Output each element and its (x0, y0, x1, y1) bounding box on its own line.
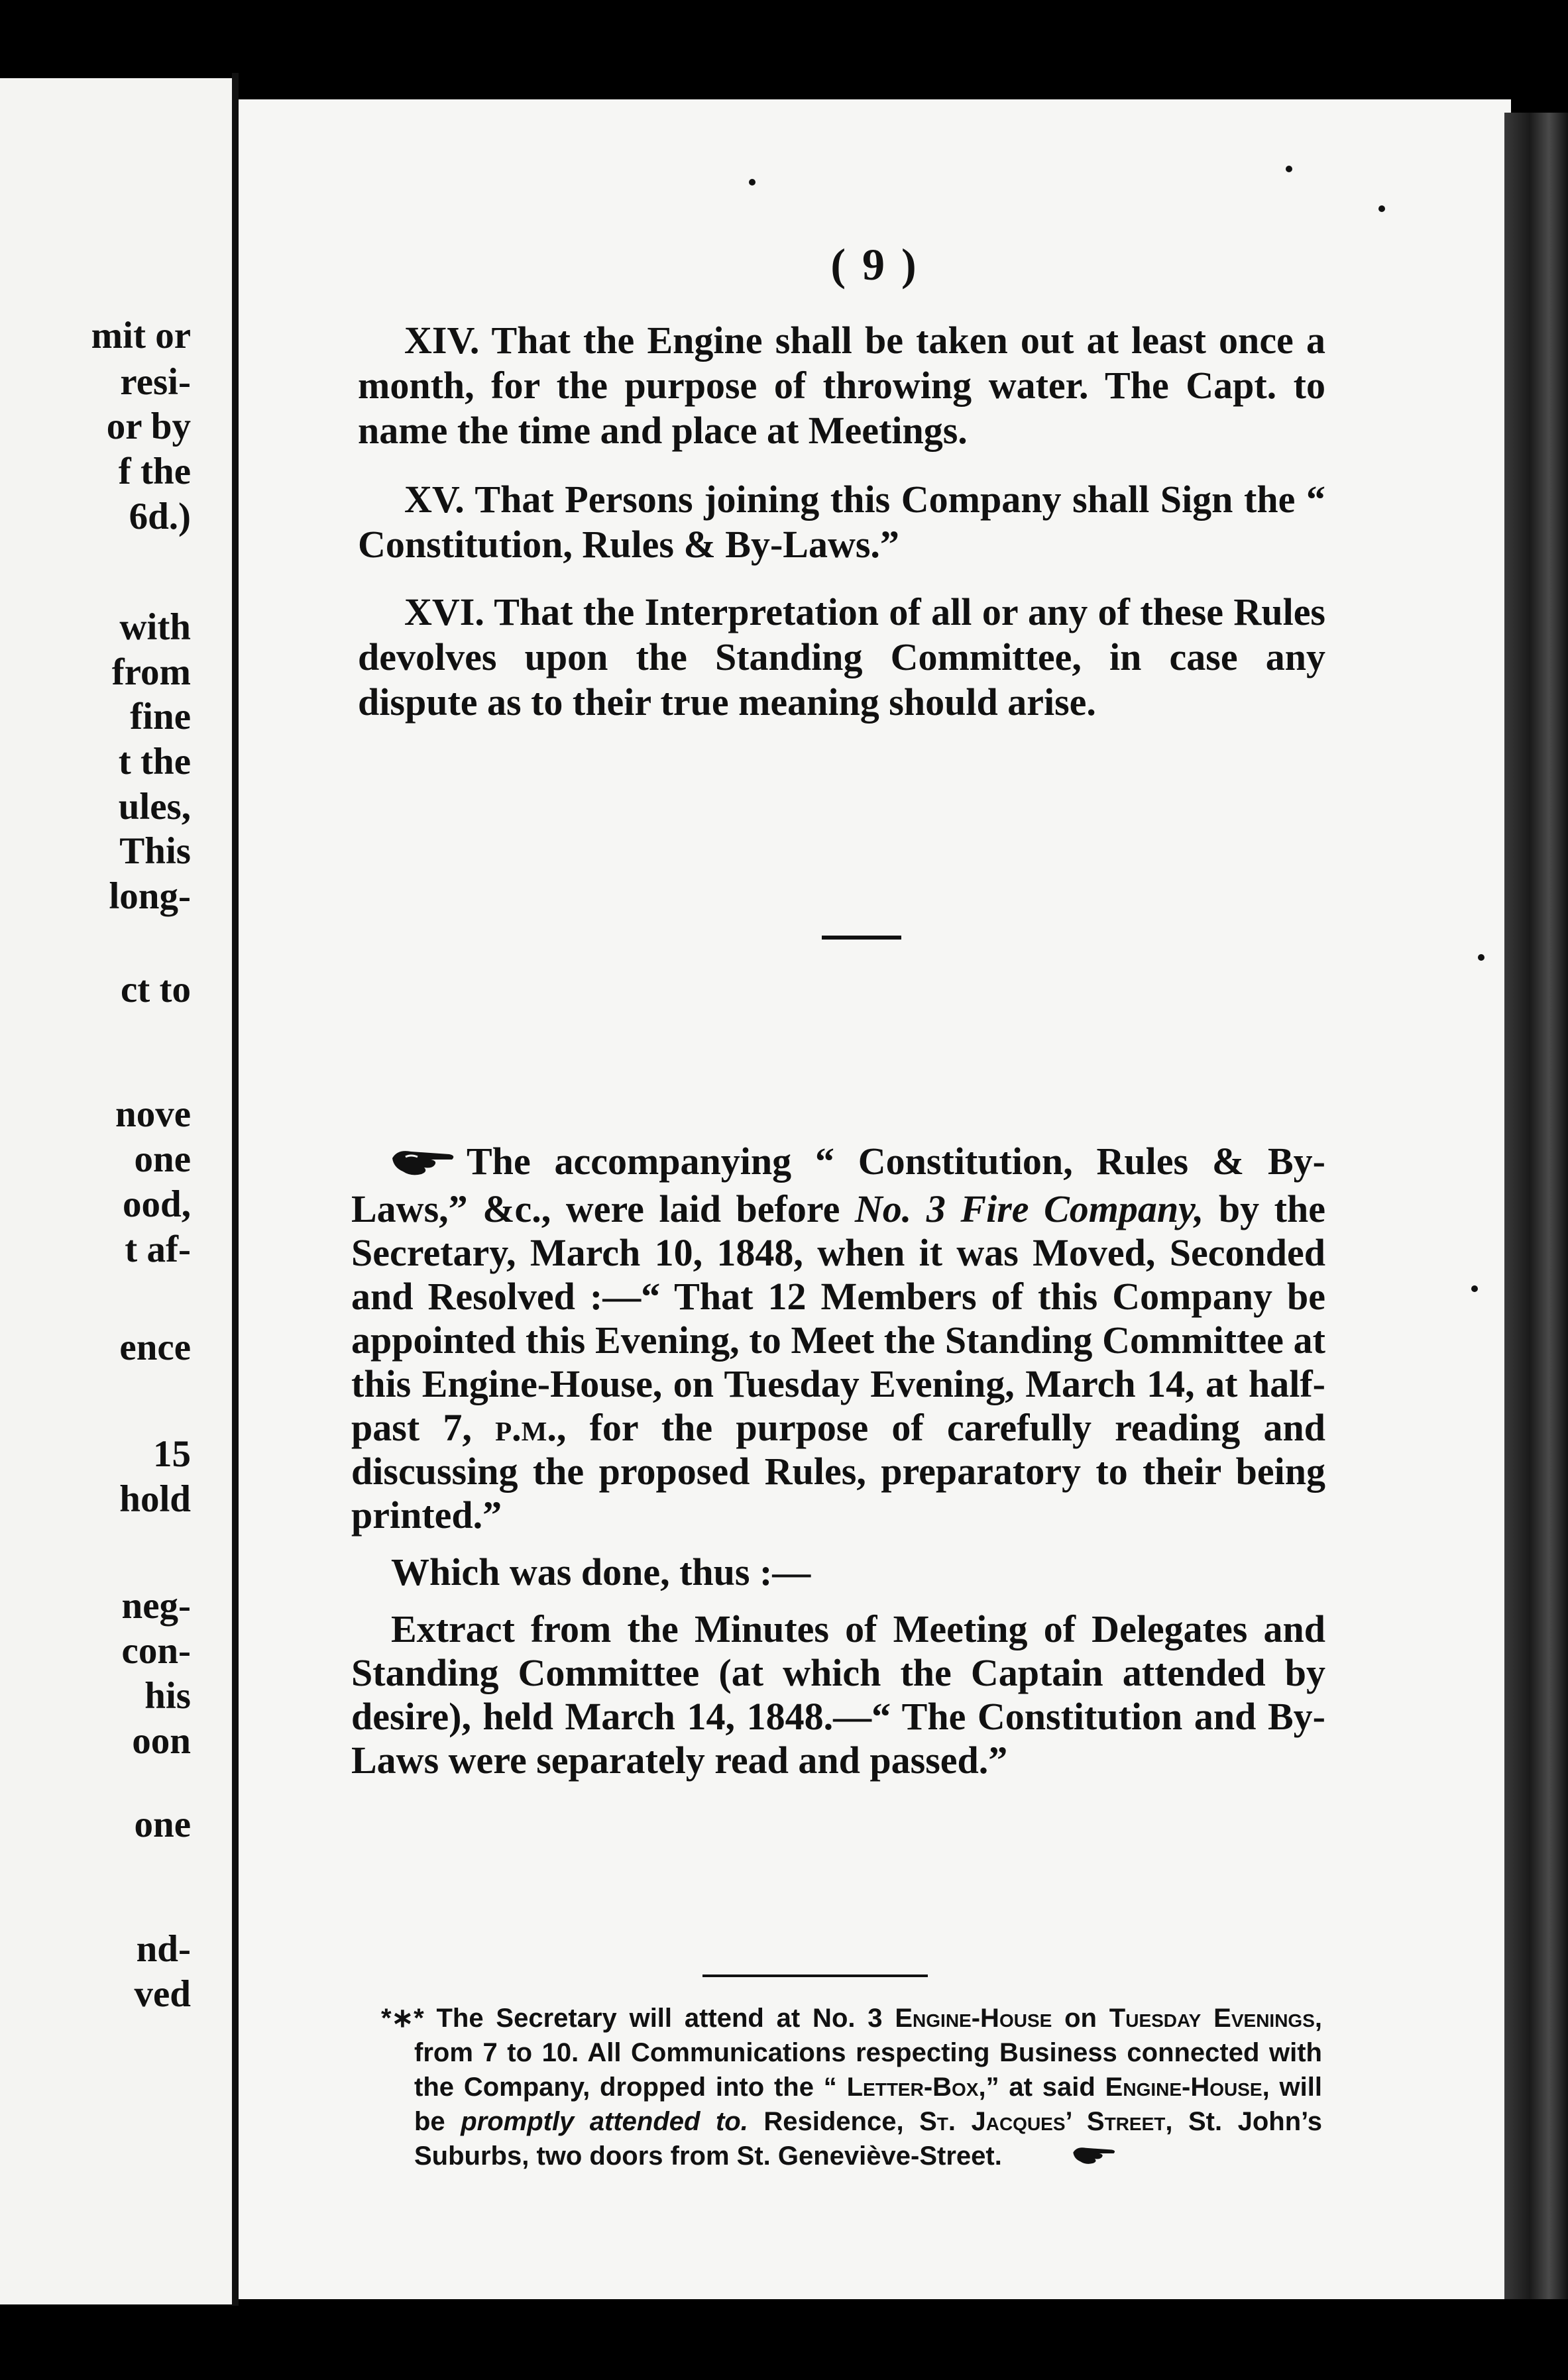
left-page-edge (0, 78, 232, 2304)
main-page (239, 99, 1511, 2299)
fire-company-name: No. 3 Fire Company, (854, 1187, 1204, 1230)
notice-paragraph: Which was done, thus :— (391, 1550, 811, 1594)
book-gutter (232, 73, 239, 2306)
print-speck (1478, 954, 1484, 961)
left-fragment: f the (118, 451, 191, 492)
left-fragment: 6d.) (129, 496, 191, 537)
footnote-rule (702, 1974, 928, 1977)
left-fragment: This (119, 830, 191, 872)
left-fragment: t af- (125, 1228, 191, 1270)
rule-numeral: XV. (404, 478, 465, 521)
left-fragment: nove (115, 1093, 191, 1135)
left-fragment: ct to (120, 969, 191, 1010)
left-fragment: con- (121, 1630, 191, 1672)
left-fragment: 15 (153, 1433, 191, 1475)
left-fragment: long- (109, 875, 191, 917)
left-fragment: ood, (123, 1183, 191, 1225)
print-speck (749, 179, 756, 186)
left-fragment: t the (118, 741, 191, 783)
left-fragment: ules, (118, 786, 191, 828)
left-fragment: one (134, 1804, 191, 1845)
rule-numeral: XIV. (404, 319, 480, 362)
rule-xvi (358, 590, 1325, 725)
rule-numeral: XVI. (404, 590, 484, 633)
left-fragment: his (144, 1675, 191, 1717)
rule-text: That the Engine shall be taken out at least once a month, for the purpose of throwing water. The Capt. to name the time and place at Meetings. (358, 319, 1325, 452)
left-fragment: with (119, 606, 191, 648)
left-fragment: mit or (91, 315, 191, 356)
pointing-hand-icon (1101, 2140, 1154, 2175)
print-speck (1286, 166, 1292, 172)
section-divider (822, 936, 901, 940)
print-speck (1378, 205, 1385, 212)
rule-xiv (358, 318, 1325, 453)
rule-text: That Persons joining this Company shall Sign the “ Constitution, Rules & By-Laws.” (358, 478, 1326, 566)
footnote: *∗* The Secretary will attend at No. 3 Engine-House on Tuesday Evenings, from 7 to 10. All Communications respecting Business connected with the Company, dropped into the “ Letter-Box,” at said Engine-House, will be promptly attended to. Residence, St. Jacques’ Street, St. John’s Suburbs, two doors from St. Geneviève-Street. (381, 2001, 1322, 2175)
left-fragment: one (134, 1138, 191, 1180)
notice-paragraph: The accompanying “ Constitution, Rules & By-Laws,” &c., were laid before No. 3 Fire Company, by the Secretary, March 10, 1848, when it was Moved, Seconded and Resolved :—“ That 12 Members of this Company be appointed this Evening, to Meet the Standing Committee at this Engine-House, on Tuesday Evening, March 14, at half-past 7, p.m., for the purpose of carefully reading and discussing the proposed Rules, preparatory to their being printed.” (351, 1140, 1325, 1537)
resolution-notice (351, 1140, 1325, 1796)
notice-paragraph: Extract from the Minutes of Meeting of Delegates and Standing Committee (at which the Captain attended by desire), held March 14, 1848.—“ The Constitution and By-Laws were separately read and passed.” (351, 1607, 1325, 1782)
page-number: ( 9 ) (830, 239, 919, 290)
left-fragment: nd- (136, 1928, 191, 1970)
left-fragment: or by (106, 406, 191, 447)
footnote-mark: *∗* (381, 2004, 424, 2033)
right-page-edge (1504, 113, 1568, 2299)
pointing-hand-icon (391, 1144, 457, 1187)
print-speck (1471, 1285, 1478, 1292)
left-fragment: hold (119, 1478, 191, 1520)
left-fragment: resi- (120, 361, 191, 403)
left-fragment: neg- (121, 1585, 191, 1627)
left-fragment: ence (119, 1326, 191, 1368)
left-fragment: ved (134, 1973, 191, 2015)
rule-xv (358, 477, 1325, 567)
left-fragment: from (111, 651, 191, 693)
left-fragment: oon (132, 1720, 191, 1762)
left-fragment: fine (130, 696, 191, 737)
rule-text: That the Interpretation of all or any of these Rules devolves upon the Standing Committee, in case any dispute as to their true meaning should arise. (358, 590, 1326, 724)
